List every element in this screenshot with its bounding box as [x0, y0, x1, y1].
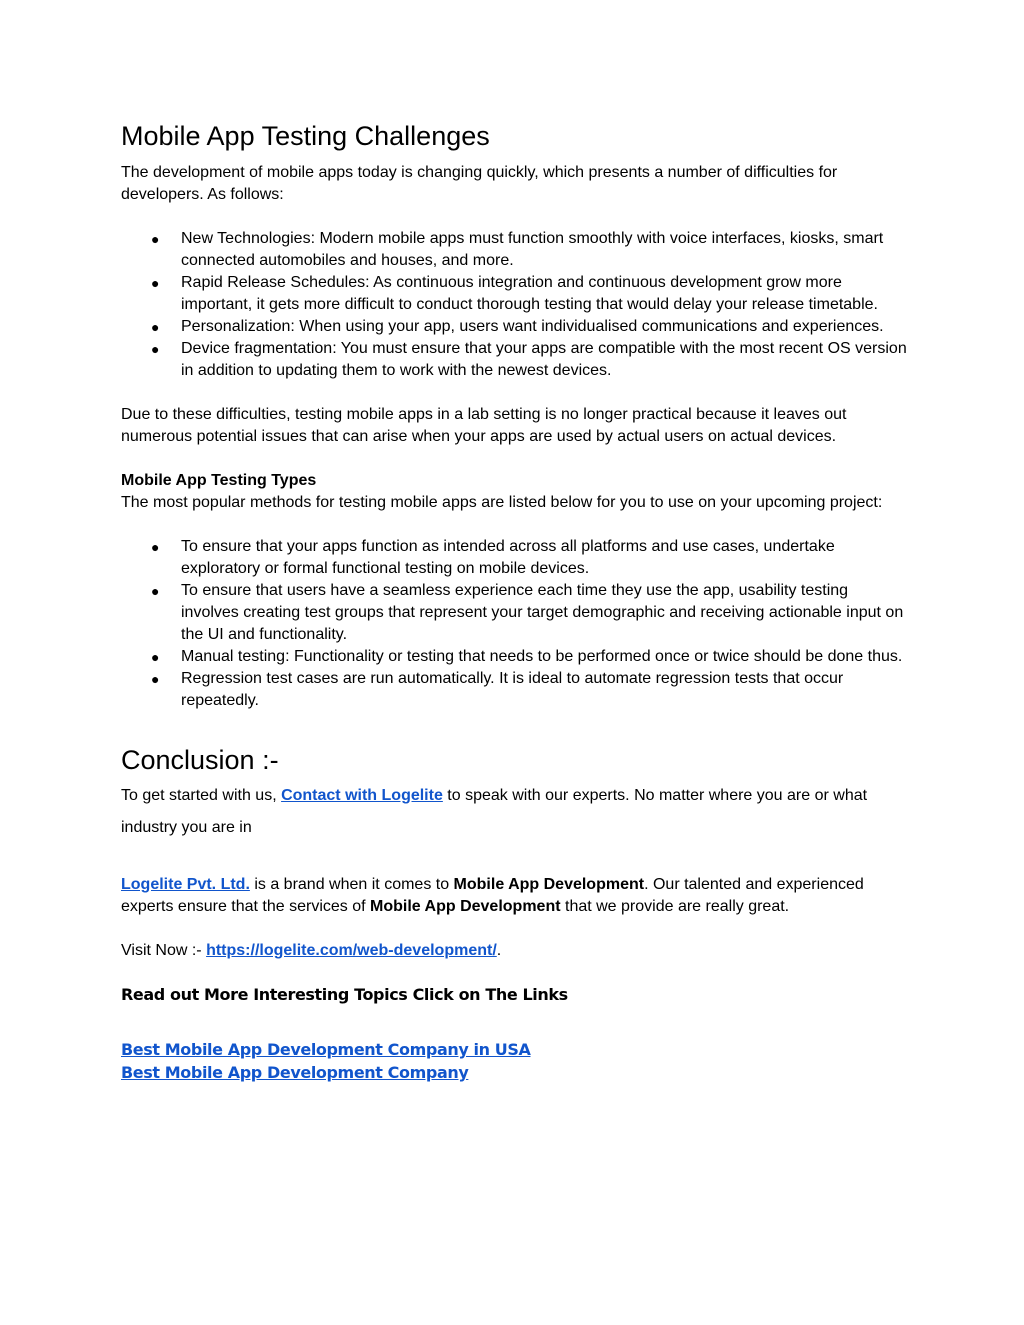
related-link-usa[interactable]: Best Mobile App Development Company in USA — [121, 1040, 531, 1059]
intro-paragraph: The development of mobile apps today is changing quickly, which presents a number of difficulties for developers. As follows: — [121, 164, 838, 203]
testing-types-list — [121, 536, 907, 712]
bold-text: Mobile App Development — [453, 876, 645, 893]
list-item — [121, 228, 907, 272]
list-item-text: To ensure that users have a seamless experience each time they use the app, usability testing involves creating test groups that represent your target demographic and receiving actionable input on the UI and functionality. — [181, 582, 904, 643]
section-title-testing-challenges: Mobile App Testing Challenges — [121, 121, 490, 151]
list-item — [121, 316, 907, 338]
list-item-text: Regression test cases are run automatically. It is ideal to automate regression tests that occur repeatedly. — [181, 670, 844, 709]
bullet-icon: ● — [151, 671, 160, 687]
list-item — [121, 646, 907, 668]
list-item-text: To ensure that your apps function as intended across all platforms and use cases, undertake exploratory or formal functional testing on mobile devices. — [181, 538, 835, 577]
list-item-text: Device fragmentation: You must ensure that your apps are compatible with the most recent OS version in addition to updating them to work with the newest devices. — [181, 340, 907, 379]
list-item — [121, 338, 907, 382]
text-span: To get started with us, — [121, 787, 282, 804]
list-item — [121, 580, 907, 646]
list-item-text: Manual testing: Functionality or testing that needs to be performed once or twice should be done thus. — [181, 648, 903, 665]
visit-now-label: Visit Now :- — [121, 942, 207, 959]
visit-now-paragraph — [121, 940, 907, 962]
section-title-conclusion: Conclusion :- — [121, 745, 279, 775]
text-span: that we provide are really great. — [560, 898, 790, 915]
bullet-icon: ● — [151, 341, 160, 357]
text-span: . — [496, 942, 502, 959]
list-item-text: Rapid Release Schedules: As continuous integration and continuous development grow more important, it gets more difficult to conduct thorough testing that would delay your release timetable. — [181, 274, 878, 313]
testing-types-intro: The most popular methods for testing mobile apps are listed below for you to use on your upcoming project: — [121, 494, 883, 511]
testing-types-heading: Mobile App Testing Types — [121, 472, 317, 489]
bullet-icon: ● — [151, 539, 160, 555]
list-item — [121, 272, 907, 316]
bullet-icon: ● — [151, 231, 160, 247]
text-span: is a brand when it comes to — [249, 876, 454, 893]
brand-paragraph — [121, 874, 907, 918]
list-item-text: Personalization: When using your app, users want individualised communications and experiences. — [181, 318, 884, 335]
list-item-text: New Technologies: Modern mobile apps must function smoothly with voice interfaces, kiosks, smart connected automobiles and houses, and more. — [181, 230, 884, 269]
logelite-brand-link[interactable]: Logelite Pvt. Ltd. — [121, 876, 250, 893]
contact-logelite-link[interactable]: Contact with Logelite — [281, 787, 443, 804]
text-span: to speak with our experts. No matter where you are or what industry you are in — [121, 787, 868, 836]
text-span: . Our talented and experienced experts ensure that the services of — [121, 876, 864, 915]
related-links — [121, 1039, 907, 1085]
list-item — [121, 668, 907, 712]
bullet-icon: ● — [151, 583, 160, 599]
bullet-icon: ● — [151, 319, 160, 335]
document-content — [121, 118, 907, 1085]
bullet-icon: ● — [151, 649, 160, 665]
read-more-heading: Read out More Interesting Topics Click on The Links — [121, 985, 568, 1004]
list-item — [121, 536, 907, 580]
related-link-company[interactable]: Best Mobile App Development Company — [121, 1063, 469, 1082]
conclusion-paragraph — [121, 780, 907, 844]
web-development-link[interactable]: https://logelite.com/web-development/ — [206, 942, 497, 959]
bold-text: Mobile App Development — [370, 898, 561, 915]
bullet-icon: ● — [151, 275, 160, 291]
challenges-list — [121, 228, 907, 382]
outro-paragraph: Due to these difficulties, testing mobile apps in a lab setting is no longer practical because it leaves out numerous potential issues that can arise when your apps are used by actual users on actual devices. — [121, 406, 847, 445]
